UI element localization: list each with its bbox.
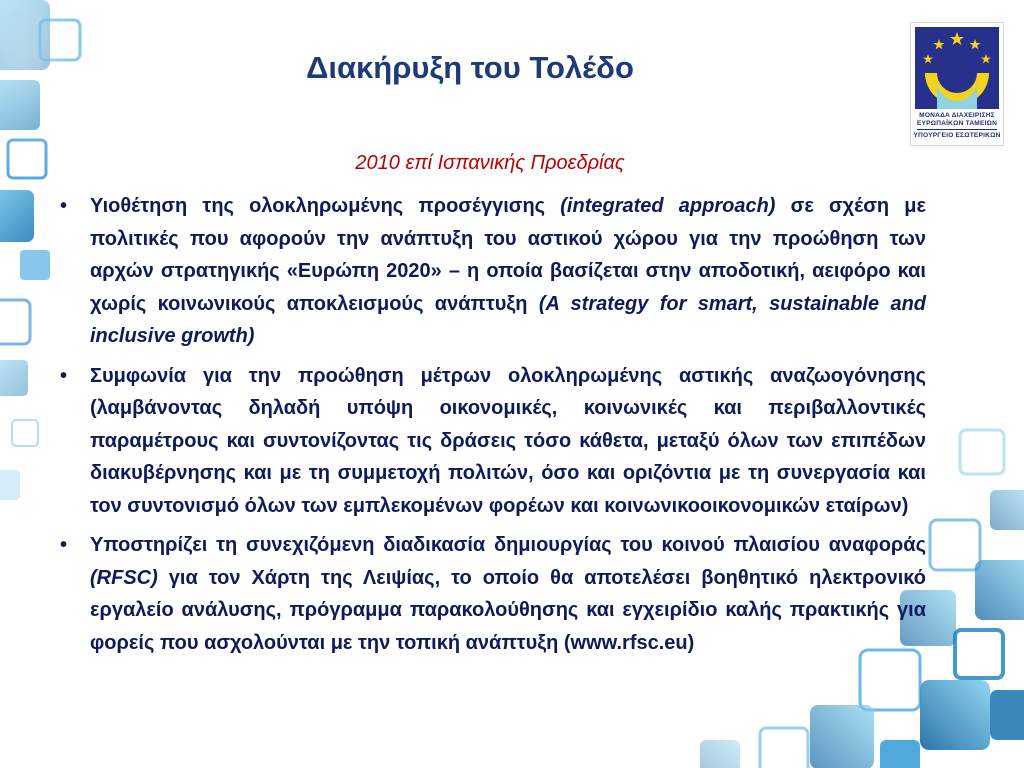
bullet-marker: •: [60, 195, 68, 217]
logo-text-line-1: ΜΟΝΑΔΑ ΔΙΑΧΕΙΡΙΣΗΣ: [919, 112, 995, 119]
bullet-item-integrated-approach: [60, 190, 926, 353]
bullet-item-urban-regeneration: [60, 360, 926, 523]
bullet-1-text-d: (A strategy for smart, sustainable and inclusive growth): [90, 292, 926, 347]
bullet-list: [60, 190, 926, 666]
bullet-1-text-a: Υιοθέτηση της ολοκληρωμένης προσέγγισης: [90, 195, 561, 217]
logo-text-line-2: ΕΥΡΩΠΑΪΚΩΝ ΤΑΜΕΙΩΝ: [916, 120, 998, 127]
bullet-3-text-b: (RFSC): [90, 566, 158, 589]
slide-subtitle: 2010 επί Ισπανικής Προεδρίας: [355, 152, 625, 174]
logo-text-line-3: ΥΠΟΥΡΓΕΙΟ ΕΣΩΤΕΡΙΚΩΝ: [913, 132, 1001, 139]
eu-stars-emblem-icon: [911, 23, 1003, 111]
bullet-marker: •: [60, 364, 68, 387]
bullet-2-text: Συμφωνία για την προώθηση μέτρων ολοκληρωμένης αστικής αναζωογόνησης (λαμβάνοντας δηλαδή υπόψη οικονομικές, κοινωνικές και περιβαλλοντικές παραμέτρους και συντονίζοντας τις δράσεις τόσο κάθετα, μεταξύ όλων των επιπέδων διακυβέρνησης και με τη συμμετοχή πολιτών, όσο και οριζόντια με τη συνεργασία και τον συντονισμό όλων των εμπλεκομένων φορέων και κοινωνικοοικονομικών εταίρων): [90, 364, 926, 517]
bullet-1-text-b: (integrated approach): [560, 195, 776, 217]
bullet-3-text-c: για τον Χάρτη της Λειψίας, το οποίο θα αποτελέσει βοηθητικό ηλεκτρονικό εργαλείο ανάλυσης, πρόγραμμα παρακολούθησης και εγχειρίδιο καλής πρακτικής για φορείς που ασχολούνται με την τοπική ανάπτυξη (www.rfsc.eu): [90, 566, 926, 654]
slide-title: Διακήρυξη του Τολέδο: [306, 50, 634, 85]
bullet-marker: •: [60, 534, 68, 556]
bullet-1-text-c: σε σχέση με πολιτικές που αφορούν την ανάπτυξη του αστικού χώρου για την προώθηση των αρχών στρατηγικής «Ευρώπη 2020» – η οποία βασίζεται στην αποδοτική, αειφόρο και χωρίς κοινωνικούς αποκλεισμούς ανάπτυξη: [90, 195, 927, 315]
ministry-logo: [910, 22, 1004, 146]
bullet-3-text-a: Υποστηρίζει τη συνεχιζόμενη διαδικασία δημιουργίας του κοινού πλαισίου αναφοράς: [90, 534, 926, 556]
logo-divider: [917, 129, 997, 130]
bullet-item-rfsc: [60, 529, 926, 659]
